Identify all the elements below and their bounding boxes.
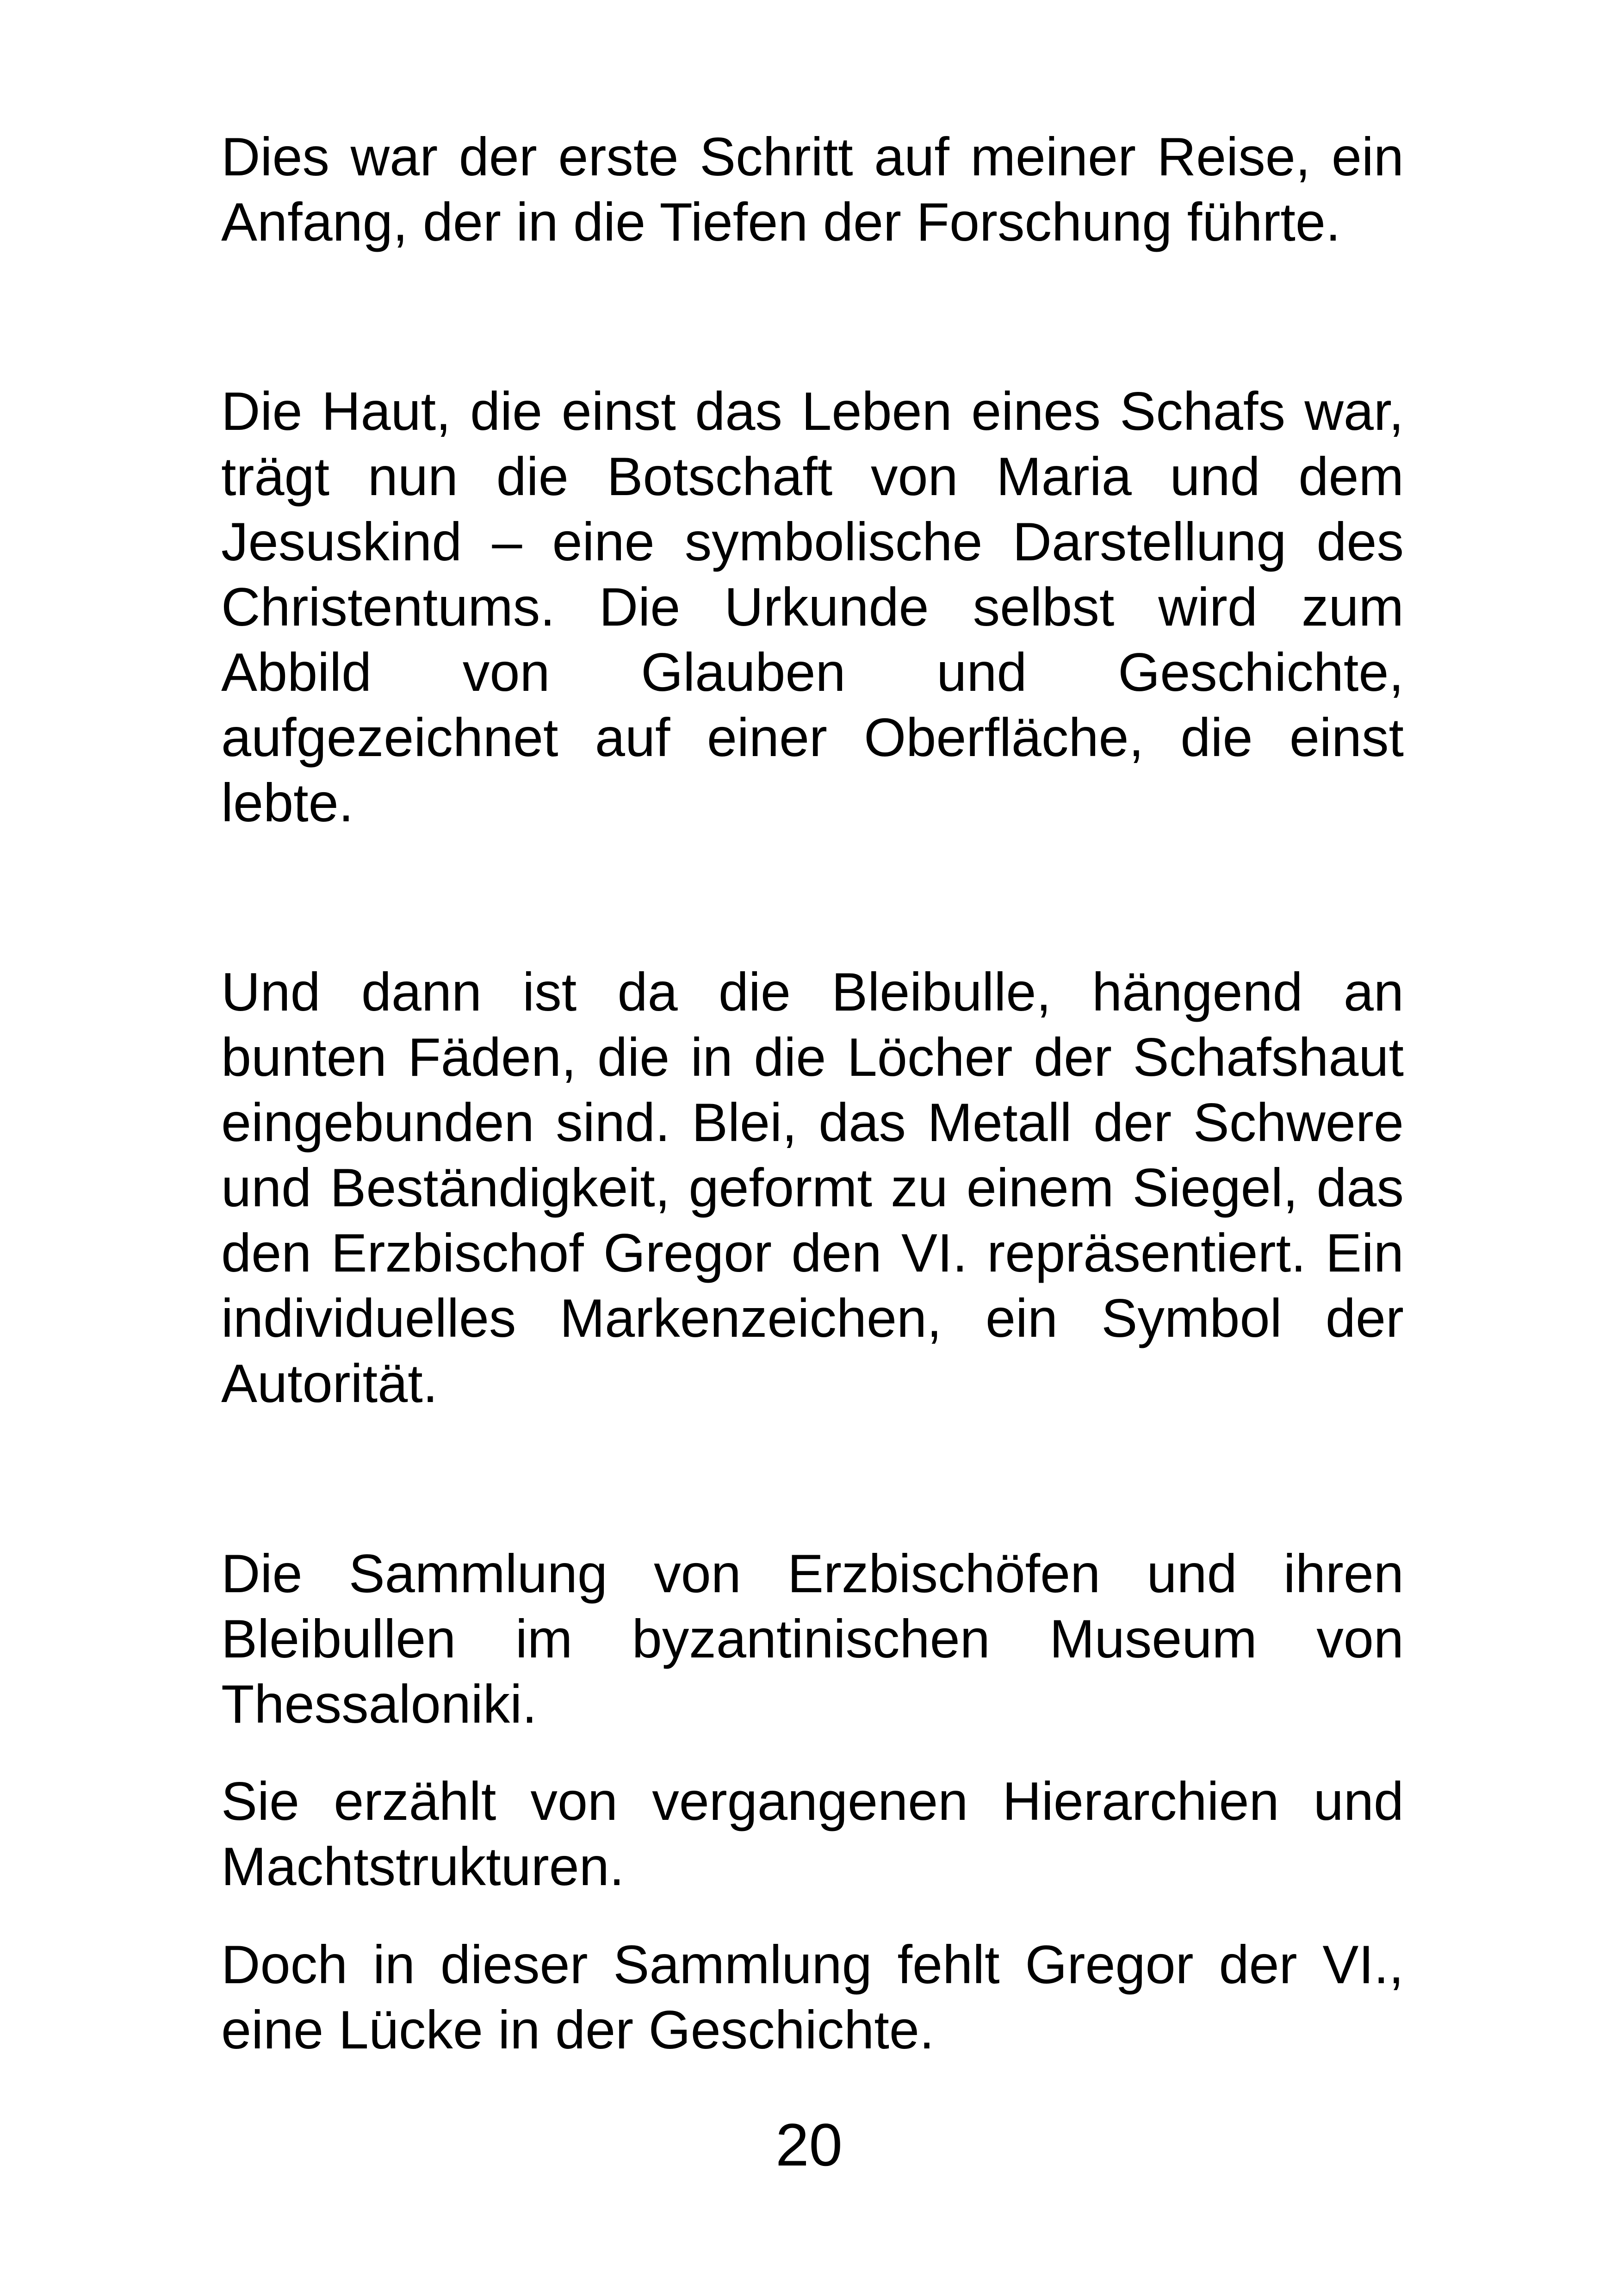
paragraph-1: Dies war der erste Schritt auf meiner Reise, ein Anfang, der in die Tiefen der Forschung führte.: [221, 126, 1404, 252]
paragraph-6: Doch in dieser Sammlung fehlt Gregor der VI., eine Lücke in der Geschichte.: [221, 1934, 1404, 2060]
paragraph-2: Die Haut, die einst das Leben eines Schafs war, trägt nun die Botschaft von Maria und dem Jesuskind – eine symbolische Darstellung des Christentums. Die Urkunde selbst wird zum Abbild von Glauben und Geschichte, aufgezeichnet auf einer Oberfläche, die einst lebte.: [221, 381, 1404, 833]
paragraph-5: Sie erzählt von vergangenen Hierarchien und Machtstrukturen.: [221, 1771, 1404, 1897]
paragraph-4: Die Sammlung von Erzbischöfen und ihren Bleibullen im byzantinischen Museum von Thessaloniki.: [221, 1543, 1404, 1734]
page-number: 20: [775, 2111, 843, 2178]
paragraph-3: Und dann ist da die Bleibulle, hängend an bunten Fäden, die in die Löcher der Schafshaut eingebunden sind. Blei, das Metall der Schwere und Beständigkeit, geformt zu einem Siegel, das den Erzbischof Gregor den VI. repräsentiert. Ein individuelles Markenzeichen, ein Symbol der Autorität.: [221, 962, 1404, 1414]
